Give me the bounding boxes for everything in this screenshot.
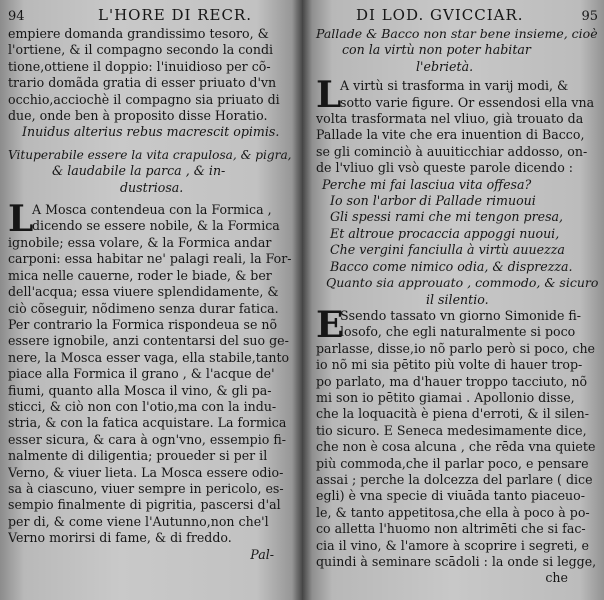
verse-line: Io son l'arbor di Pallade rimuoui <box>330 193 536 209</box>
text-line: Ssendo tassato vn giorno Simonide fi- <box>340 307 582 323</box>
text-line: trario domãda gratia di esser priuato d'vn <box>8 75 277 91</box>
left-running-head: L'HORE DI RECR. <box>98 6 252 24</box>
text-line: per di, & come viene l'Autunno,non che'l <box>8 513 269 529</box>
text-line: tio sicuro. E Seneca medesimamente dice, <box>316 422 587 438</box>
text-line: Per contrario la Formica rispondeua se nõ <box>8 316 278 332</box>
text-line: che non è cosa alcuna , che rēda vna quiete <box>316 439 596 455</box>
text-line: A Mosca contendeua con la Formica , <box>32 202 272 218</box>
drop-cap: E <box>316 307 344 346</box>
text-line: nere, la Mosca esser vaga, ella stabile,tanto <box>8 349 290 365</box>
text-line: cia il vino, & l'amore à scoprire i segreti, e <box>316 537 589 553</box>
title-line: con la virtù non poter habitar <box>342 42 531 58</box>
text-line: dell'acqua; essa viuere splendidamente, & <box>8 284 279 300</box>
right-page-number: 95 <box>581 9 598 24</box>
text-line: stria, & con la fatica acquistare. La formica <box>8 415 287 431</box>
text-line: po parlato, ma d'hauer troppo tacciuto, nõ <box>316 373 588 389</box>
text-line: losofo, che egli naturalmente si poco <box>340 324 576 340</box>
text-line: sticci, & ciò non con l'otio,ma con la indu- <box>8 398 277 414</box>
left-catchword: Pal- <box>250 546 274 562</box>
book-gutter <box>292 0 312 600</box>
text-line: dicendo se essere nobile, & la Formica <box>32 218 280 234</box>
text-line: sempio finalmente di pigritia, pascersi d'al <box>8 497 281 513</box>
text-line: nalmente di diligentia; proueder si per il <box>8 448 268 464</box>
text-line: sa à ciascuno, viuer sempre in pericolo, es- <box>8 480 284 496</box>
text-line: piace alla Formica il grano , & l'acque de' <box>8 366 275 382</box>
text-line: se gli cominciò à auuiticchiar addosso, on- <box>316 143 588 159</box>
text-line: io nõ mi sia pētito più volte di hauer trop- <box>316 357 583 373</box>
right-paragraph-2 <box>316 308 598 571</box>
verse-line: Che vergini fanciulla à virtù auuezza <box>330 242 565 258</box>
text-line: A virtù si trasforma in varij modi, & <box>340 78 569 94</box>
text-line: Verno morirsi di fame, & di freddo. <box>8 530 232 546</box>
text-line: empiere domanda grandissimo tesoro, & <box>8 26 269 41</box>
right-section-title <box>316 26 598 75</box>
text-line: co alletta l'huomo non altrimēti che si fac- <box>316 521 586 537</box>
title-line: Vituperabile essere la vita crapulosa, & pigra, <box>8 147 292 162</box>
text-line: essere ignobile, anzi contentarsi del suo ge- <box>8 333 289 349</box>
left-opening-text <box>8 26 292 141</box>
text-line: egli) è vna specie di viuāda tanto piaceuo- <box>316 488 586 504</box>
right-page-header <box>316 6 598 24</box>
left-page-number: 94 <box>8 9 25 24</box>
subtitle-line: Quanto sia approuato , commodo, & sicuro <box>326 275 599 291</box>
text-line: le, & tanto appetitosa,che ella à poco à po- <box>316 504 590 520</box>
text-line: mica nelle cauerne, roder le biade, & ber <box>8 267 272 283</box>
subtitle-line: il silentio. <box>426 291 489 307</box>
text-line: Pallade la vite che era inuention di Bacco, <box>316 127 585 143</box>
text-line: Verno, & viuer lieta. La Mosca essere odio- <box>8 464 284 480</box>
drop-cap: L <box>8 202 34 241</box>
left-page-header <box>8 6 292 24</box>
title-line: dustriosa. <box>120 179 184 195</box>
text-line: più commoda,che il parlar poco, e pensare <box>316 455 589 471</box>
text-line: sotto varie figure. Or essendosi ella vna <box>340 94 595 110</box>
text-line: volta trasformata nel vliuo, già trouato da <box>316 111 584 127</box>
text-line: ignobile; essa volare, & la Formica andar <box>8 234 272 250</box>
text-line: quindi à seminare scādoli : la onde si legge, <box>316 554 597 569</box>
verse-line: Bacco come nimico odia, & disprezza. <box>330 258 573 274</box>
text-line: che la loquacità è piena d'erroti, & il silen- <box>316 406 590 422</box>
right-subtitle <box>316 275 598 308</box>
drop-cap: L <box>316 78 342 117</box>
right-running-head: DI LOD. GVICCIAR. <box>356 6 524 24</box>
text-line: parlasse, disse,io nõ parlo però si poco, che <box>316 340 596 356</box>
text-line: ciò cõseguir, nõdimeno senza durar fatica. <box>8 300 279 316</box>
text-line: assai ; perche la dolcezza del parlare ( dice <box>316 471 593 487</box>
right-paragraph-1 <box>316 78 598 176</box>
text-line: mi son io pētito giamai . Apollonio disse, <box>316 389 575 405</box>
verse-line: Et altroue procaccia appoggi nuoui, <box>330 225 560 241</box>
text-line: occhio,acciochè il compagno sia priuato di <box>8 91 280 107</box>
title-line: Pallade & Bacco non star bene insieme, cioè <box>316 26 598 41</box>
left-section-title <box>8 147 292 196</box>
text-line: fiumi, quanto alla Mosca il vino, & gli pa- <box>8 382 272 398</box>
left-body-text <box>8 202 292 547</box>
verse-line: Perche mi fai lasciua vita offesa? <box>322 176 532 192</box>
latin-motto: Inuidus alterius rebus macrescit opimis. <box>22 124 280 140</box>
text-line: esser sicura, & cara à ogn'vno, essempio fi- <box>8 431 286 447</box>
text-line: tione,ottiene il doppio: l'inuidioso per cõ- <box>8 58 271 74</box>
text-line: de l'vliuo gli vsò queste parole dicendo : <box>316 160 574 176</box>
right-catchword: che <box>545 570 568 586</box>
title-line: l'ebrietà. <box>416 58 474 74</box>
title-line: & laudabile la parca , & in- <box>52 163 226 179</box>
right-page <box>302 0 604 600</box>
verse-block <box>316 177 598 275</box>
verse-line: Gli spessi rami che mi tengon presa, <box>330 209 564 225</box>
text-line: l'ortiene, & il compagno secondo la condi <box>8 42 274 58</box>
text-line: due, onde ben à proposito disse Horatio. <box>8 108 268 124</box>
text-line: carponi: essa habitar ne' palagi reali, la For- <box>8 251 292 267</box>
